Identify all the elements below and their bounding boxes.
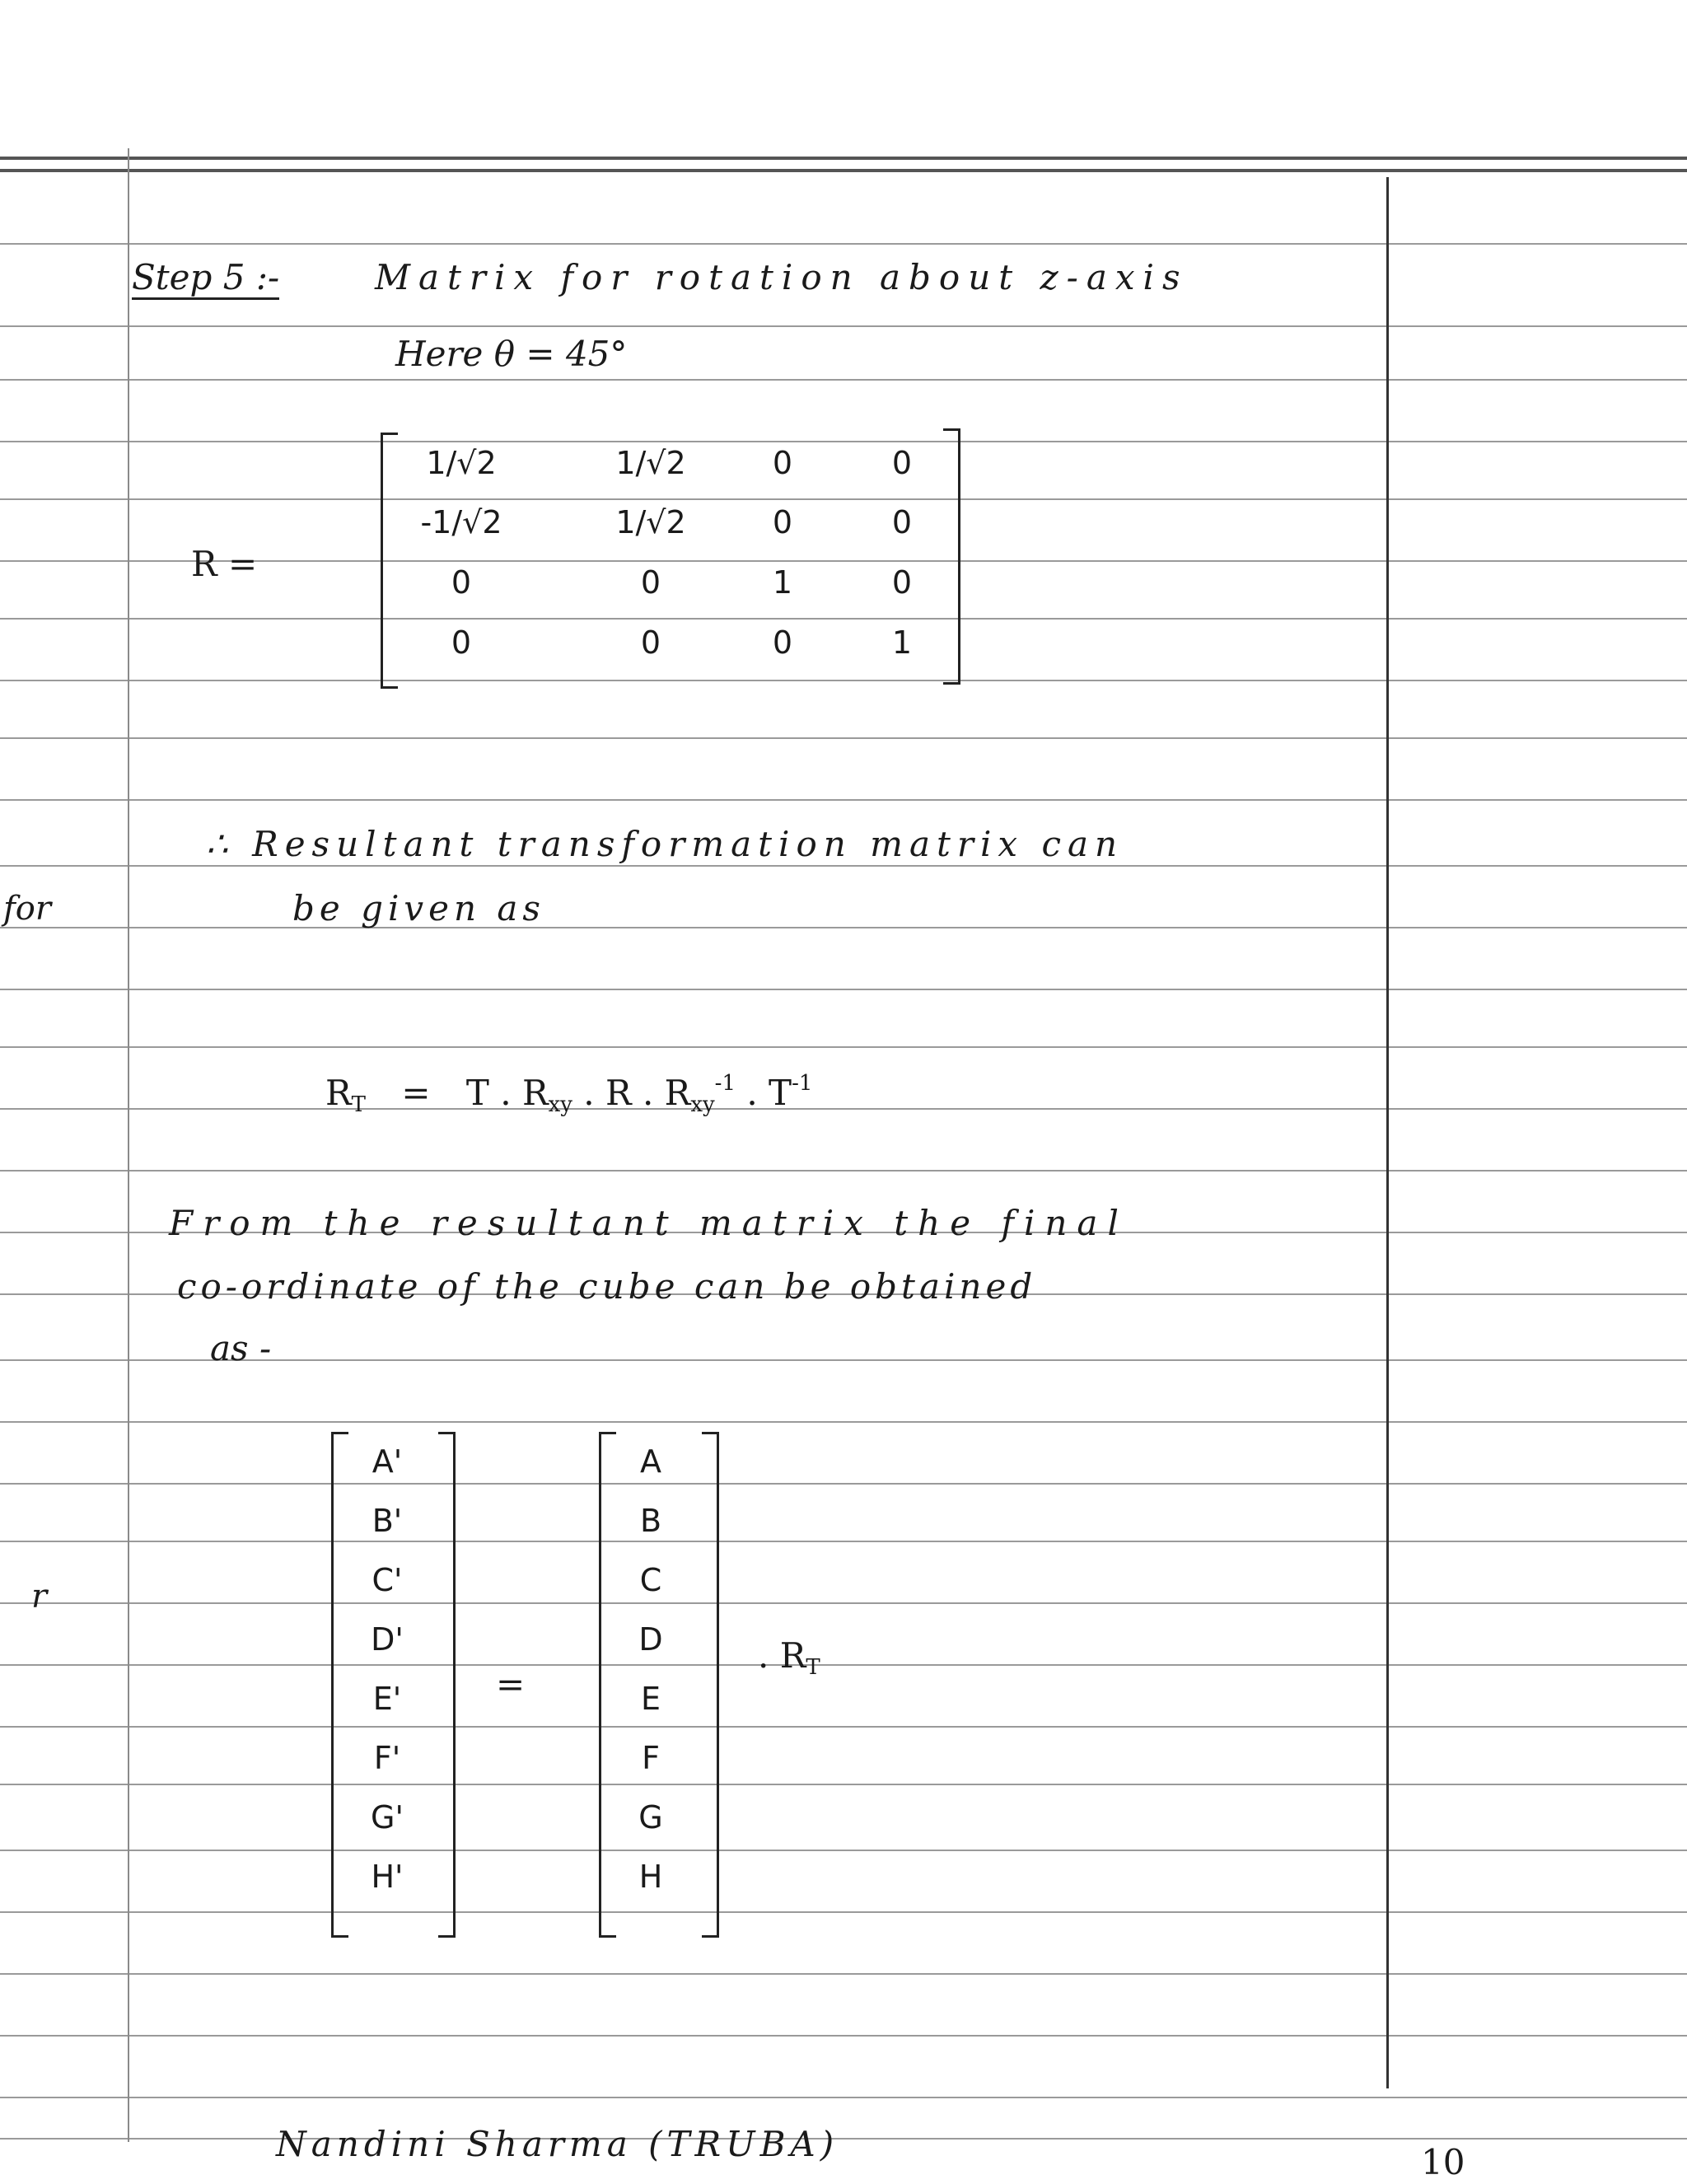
from-line-1: From the resultant matrix the final xyxy=(169,1203,1129,1243)
formula-part1-sub: xy xyxy=(548,1092,572,1117)
ruled-line xyxy=(0,1046,1687,1048)
right-margin-line xyxy=(1386,177,1389,2088)
matrix-left-bracket xyxy=(381,433,398,689)
formula-part3: . T xyxy=(736,1073,792,1113)
matrix-cell: 0 xyxy=(891,445,913,481)
page-number: 10 xyxy=(1421,2142,1465,2182)
formula-part2-sup: -1 xyxy=(714,1071,736,1096)
primed-vertex: B' xyxy=(372,1503,403,1539)
resultant-line-2: be given as xyxy=(292,888,545,928)
matrix-cell: 0 xyxy=(772,624,793,661)
ruled-line xyxy=(0,1784,1687,1785)
primed-vertex: C' xyxy=(372,1562,403,1598)
ruled-line xyxy=(0,498,1687,500)
formula xyxy=(325,1071,812,1117)
ruled-line xyxy=(0,1850,1687,1851)
ruled-line xyxy=(0,243,1687,245)
matrix-cell: -1/√2 xyxy=(420,504,502,540)
original-vertex: A xyxy=(640,1443,661,1480)
margin-note-for: for xyxy=(3,890,52,928)
formula-lhs: R xyxy=(325,1073,352,1113)
ruled-line xyxy=(0,1973,1687,1975)
original-vertex: C xyxy=(639,1562,662,1598)
primed-vertex: A' xyxy=(372,1443,403,1480)
matrix-cell: 1 xyxy=(772,564,793,601)
primed-vertex: E' xyxy=(372,1681,402,1717)
matrix-cell: 0 xyxy=(451,564,472,601)
original-vertex: E xyxy=(640,1681,661,1717)
ruled-line xyxy=(0,1108,1687,1110)
ruled-line xyxy=(0,441,1687,442)
matrix-cell: 1/√2 xyxy=(615,445,686,481)
primed-vertex: F' xyxy=(373,1740,401,1776)
matrix-cell: 0 xyxy=(451,624,472,661)
from-line-3: as - xyxy=(210,1328,272,1368)
left-margin-line xyxy=(128,148,129,2142)
multiplier-text: . R xyxy=(758,1635,806,1676)
ruled-line xyxy=(0,618,1687,620)
ruled-line xyxy=(0,325,1687,327)
original-vertex: F xyxy=(642,1740,660,1776)
ruled-line xyxy=(0,989,1687,990)
formula-eq: = xyxy=(401,1073,431,1113)
ruled-line xyxy=(0,799,1687,801)
formula-part3-sup: -1 xyxy=(792,1071,813,1096)
formula-lhs-sub: T xyxy=(351,1092,366,1117)
ruled-line xyxy=(0,2138,1687,2140)
primed-vertex: H' xyxy=(371,1859,404,1895)
footer-author: Nandini Sharma (TRUBA) xyxy=(276,2124,839,2164)
ruled-line xyxy=(0,157,1687,160)
matrix-cell: 0 xyxy=(891,564,913,601)
matrix-cell: 1 xyxy=(891,624,913,661)
original-vertex: G xyxy=(638,1799,663,1836)
from-line-2: co-ordinate of the cube can be obtained xyxy=(177,1266,1037,1307)
original-vertex: B xyxy=(639,1503,662,1539)
ruled-line xyxy=(0,1421,1687,1423)
ruled-line xyxy=(0,927,1687,928)
ruled-line xyxy=(0,1726,1687,1728)
matrix-cell: 0 xyxy=(772,504,793,540)
ruled-line xyxy=(0,1170,1687,1172)
coordinates-multiplier xyxy=(758,1635,820,1680)
step-heading-text: Matrix for rotation about z-axis xyxy=(375,257,1189,297)
ruled-line xyxy=(0,1541,1687,1542)
matrix-cell: 1/√2 xyxy=(426,445,497,481)
matrix-cell: 0 xyxy=(640,624,661,661)
primed-right-bracket xyxy=(438,1432,456,1938)
formula-part2: . R . R xyxy=(572,1073,691,1113)
rotation-matrix-label: R = xyxy=(191,544,258,584)
ruled-line xyxy=(0,1911,1687,1913)
original-right-bracket xyxy=(702,1432,719,1938)
angle-line: Here θ = 45° xyxy=(395,334,628,374)
ruled-line xyxy=(0,680,1687,681)
coordinates-equals: = xyxy=(496,1664,526,1705)
ruled-line xyxy=(0,865,1687,867)
formula-part1: T . R xyxy=(465,1073,549,1113)
primed-vertex: G' xyxy=(371,1799,404,1836)
margin-note-r: r xyxy=(31,1578,48,1616)
ruled-line xyxy=(0,737,1687,739)
formula-part2-sub: xy xyxy=(690,1092,715,1117)
step-label xyxy=(132,257,279,297)
resultant-line-1: ∴ Resultant transformation matrix can xyxy=(206,824,1124,864)
matrix-cell: 0 xyxy=(640,564,661,601)
ruled-line xyxy=(0,2097,1687,2098)
matrix-cell: 0 xyxy=(772,445,793,481)
original-vertex: D xyxy=(638,1621,663,1658)
multiplier-sub: T xyxy=(806,1655,820,1680)
ruled-line xyxy=(0,1602,1687,1604)
ruled-line xyxy=(0,379,1687,381)
matrix-cell: 0 xyxy=(891,504,913,540)
original-vertex: H xyxy=(638,1859,663,1895)
ruled-line xyxy=(0,1483,1687,1485)
step-label-text: Step 5 :- xyxy=(132,257,279,300)
ruled-line xyxy=(0,169,1687,172)
primed-vertex: D' xyxy=(371,1621,404,1658)
ruled-line xyxy=(0,2035,1687,2037)
ruled-line xyxy=(0,1664,1687,1666)
matrix-cell: 1/√2 xyxy=(615,504,686,540)
